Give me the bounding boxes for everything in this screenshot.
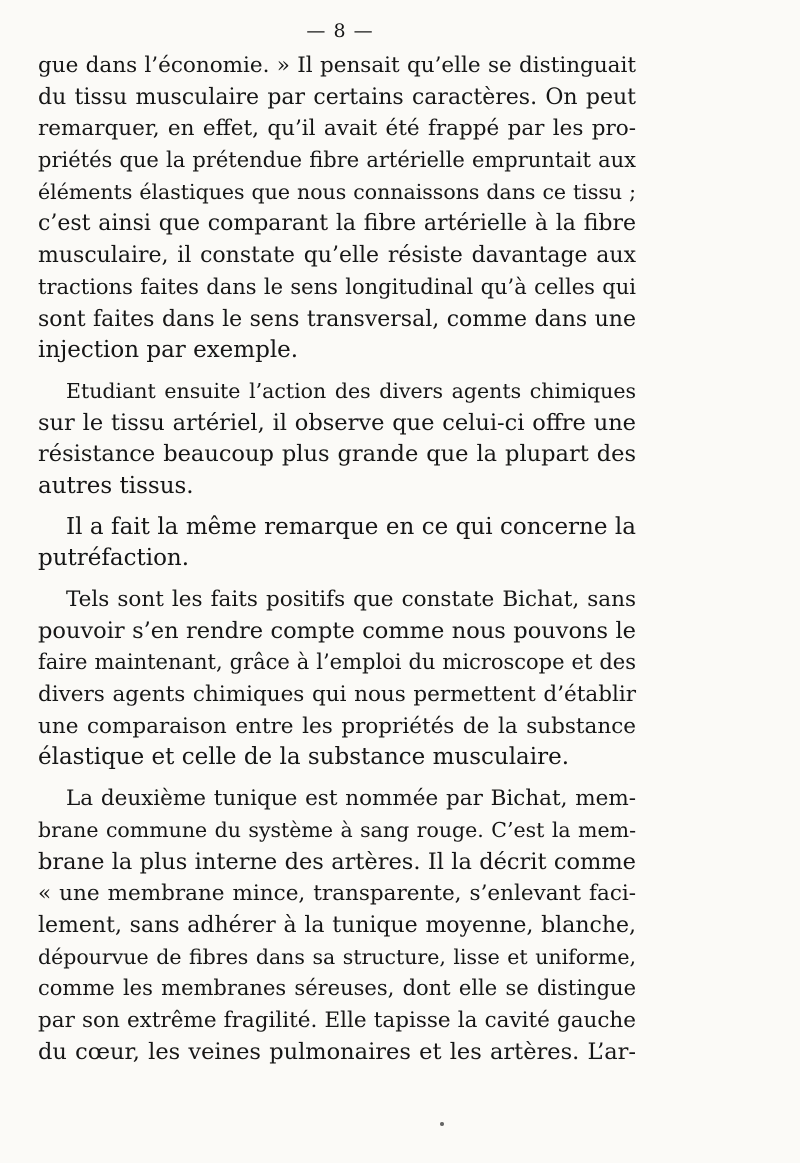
text-line: gue dans l’économie. » Il pensait qu’elle se distinguait — [38, 53, 636, 78]
text-line: autres tissus. — [38, 472, 194, 499]
text-line: une comparaison entre les propriétés de la substance — [38, 713, 636, 739]
text-line: Tels sont les faits positifs que constate Bichat, sans — [66, 587, 636, 612]
text-line: brane la plus interne des artères. Il la décrit comme — [38, 848, 636, 875]
text-line: tractions faites dans le sens longitudinal qu’à celles qui — [38, 274, 636, 299]
text-line: dépourvue de fibres dans sa structure, lisse et uniforme, — [38, 944, 636, 969]
text-line: par son extrême fragilité. Elle tapisse la cavité gauche — [38, 1007, 636, 1033]
paragraph — [38, 584, 636, 774]
text-line: c’est ainsi que comparant la fibre artérielle à la fibre — [38, 211, 636, 237]
text-line: faire maintenant, grâce à l’emploi du microscope et des — [38, 650, 636, 675]
text-line: divers agents chimiques qui nous permettent d’établir — [38, 682, 636, 708]
text-line: musculaire, il constate qu’elle résiste davantage aux — [38, 243, 636, 269]
text-line: La deuxième tunique est nommée par Bichat, mem- — [66, 786, 636, 812]
paragraph — [38, 376, 636, 503]
text-line: priétés que la prétendue fibre artérielle empruntait aux — [38, 148, 636, 173]
text-line: sont faites dans le sens transversal, comme dans une — [38, 306, 636, 332]
text-line: putréfaction. — [38, 545, 190, 572]
paragraph — [38, 50, 636, 367]
text-line: du cœur, les veines pulmonaires et les artères. L’ar- — [38, 1038, 636, 1065]
text-line: résistance beaucoup plus grande que la plupart des — [38, 441, 636, 468]
text-line: comme les membranes séreuses, dont elle se distingue — [38, 976, 636, 1001]
text-line: pouvoir s’en rendre compte comme nous pouvons le — [38, 617, 636, 644]
text-line: éléments élastiques que nous connaissons dans ce tissu ; — [38, 179, 636, 204]
text-line: élastique et celle de la substance musculaire. — [38, 744, 570, 771]
text-line: remarquer, en effet, qu’il avait été frappé par les pro- — [38, 116, 636, 142]
text-line: brane commune du système à sang rouge. C’est la mem- — [38, 817, 636, 842]
text-line: Etudiant ensuite l’action des divers agents chimiques — [66, 378, 636, 403]
text-line: « une membrane mince, transparente, s’enlevant faci- — [38, 881, 636, 907]
text-line: du tissu musculaire par certains caractères. On peut — [38, 84, 636, 110]
paragraph — [38, 512, 636, 575]
text-line: lement, sans adhérer à la tunique moyenne, blanche, — [38, 912, 636, 938]
text-line: sur le tissu artériel, il observe que celui-ci offre une — [38, 409, 636, 436]
text-line: Il a fait la même remarque en ce qui concerne la — [66, 513, 636, 540]
body-text — [38, 50, 636, 1068]
text-line: injection par exemple. — [38, 337, 299, 364]
page-number: — 8 — — [306, 20, 374, 42]
paragraph — [38, 783, 636, 1068]
ink-speck — [440, 1122, 444, 1126]
